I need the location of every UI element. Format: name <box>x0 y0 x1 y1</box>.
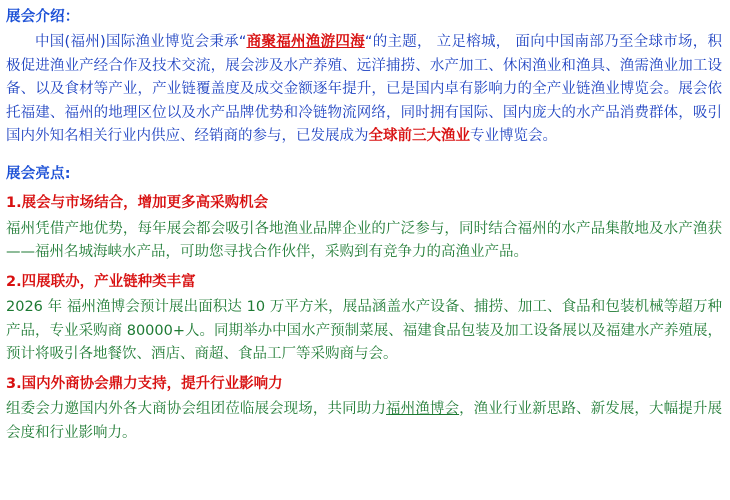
highlight-section-2 <box>6 271 722 367</box>
highlight-body-3-link[interactable]: 福州渔博会 <box>385 401 460 418</box>
intro-heading: 展会介绍： <box>6 9 80 25</box>
highlight-title-3: 3.国内外商协会鼎力支持，提升行业影响力 <box>6 375 283 392</box>
highlight-body-2: 2026 年 福州渔博会预计展出面积达 10 万平方米，展品涵盖水产设备、捕捞、加工、食品和包装机械等超万种产品，专业采购商 80000+人。同期举办中国水产预制菜展、福建食品包装及加工设备展以及福建水产养殖展，预计将吸引各地餐饮、酒店、商超、食品工厂等采购商与会。 <box>6 299 722 363</box>
intro-paragraph <box>6 31 722 148</box>
intro-part2: 立足榕城， 面向中国南部乃至全球市场，积极促进渔业产经合作及技术交流，展会涉及水产养殖、远洋捕捞、水产加工、休闲渔业和渔具、渔需渔业加工设备、以及食材等产业，产业链覆盖度及成交金额逐年提升，已是国内卓有影响力的全产业链渔业博览会。展会依托福建、福州的地理区位以及水产品牌优势和冷链物流网络，同时拥有国际、国内庞大的水产品消费群体，吸引国内外知名相关行业内供应、经销商的参与，已发展成为 <box>6 34 722 145</box>
highlight-section-1 <box>6 192 722 264</box>
highlight-title-2: 2.四展联办，产业链种类丰富 <box>6 273 196 290</box>
highlight-section-3 <box>6 373 722 445</box>
highlight-body-1: 福州凭借产地优势，每年展会都会吸引各地渔业品牌企业的广泛参与，同时结合福州的水产品集散地及水产渔获——福州名城海峡水产品，可助您寻找合作伙伴，采购到有竞争力的高渔业产品。 <box>6 220 722 261</box>
highlight-body-3-suffix: ，渔业行业新思路、新发展，大幅提升展会度和行业影响力。 <box>6 401 723 441</box>
quote-close: “的主题， <box>364 34 432 51</box>
intro-part3: 专业博览会。 <box>470 128 557 145</box>
highlights-heading: 展会亮点: <box>6 165 71 182</box>
intro-part1: 中国(福州)国际渔业博览会秉承 <box>35 34 239 51</box>
quote-open: “ <box>238 34 247 51</box>
highlight-body-3 <box>6 398 722 445</box>
intro-highlight-theme: 商聚福州渔游四海 <box>246 34 365 51</box>
intro-highlight-rank: 全球前三大渔业 <box>368 128 470 145</box>
highlight-title-1: 1.展会与市场结合，增加更多高采购机会 <box>6 195 269 212</box>
highlight-body-3-prefix: 组委会力邀国内外各大商协会组团莅临展会现场，共同助力 <box>6 401 386 418</box>
